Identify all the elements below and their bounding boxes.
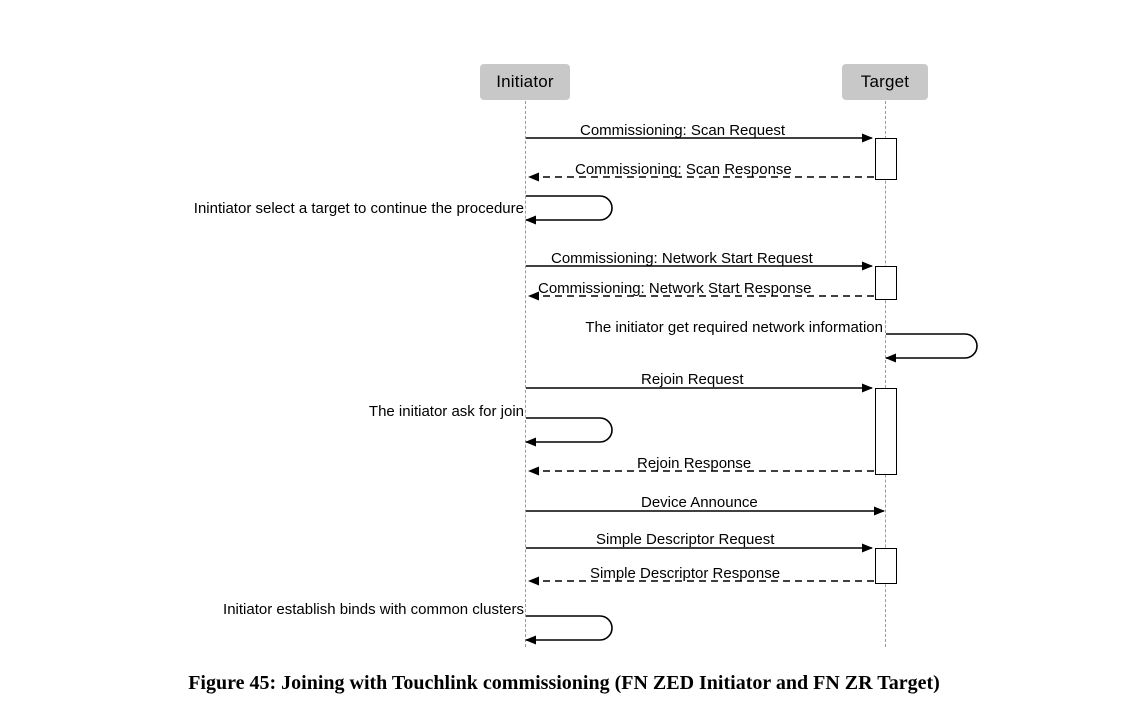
message-label: Rejoin Request [641, 371, 744, 388]
message-label: The initiator ask for join [368, 403, 524, 420]
participant-initiator-label: Initiator [496, 72, 554, 91]
message-label: Rejoin Response [637, 455, 752, 472]
message-label: The initiator get required network information [585, 319, 883, 336]
message-label: Simple Descriptor Request [596, 531, 775, 548]
message-label: Device Announce [641, 494, 758, 511]
message-label: Inintiator select a target to continue the procedure [193, 200, 524, 217]
message-label: Initiator establish binds with common clusters [223, 601, 524, 618]
message-label: Commissioning: Network Start Request [551, 250, 813, 267]
message-label: Simple Descriptor Response [590, 565, 781, 582]
figure-caption: Figure 45: Joining with Touchlink commissioning (FN ZED Initiator and FN ZR Target) [188, 672, 940, 694]
message-label: Commissioning: Scan Request [580, 122, 786, 139]
participant-target-label: Target [860, 72, 910, 91]
message-label: Commissioning: Scan Response [575, 161, 792, 178]
message-label: Commissioning: Network Start Response [538, 280, 812, 297]
